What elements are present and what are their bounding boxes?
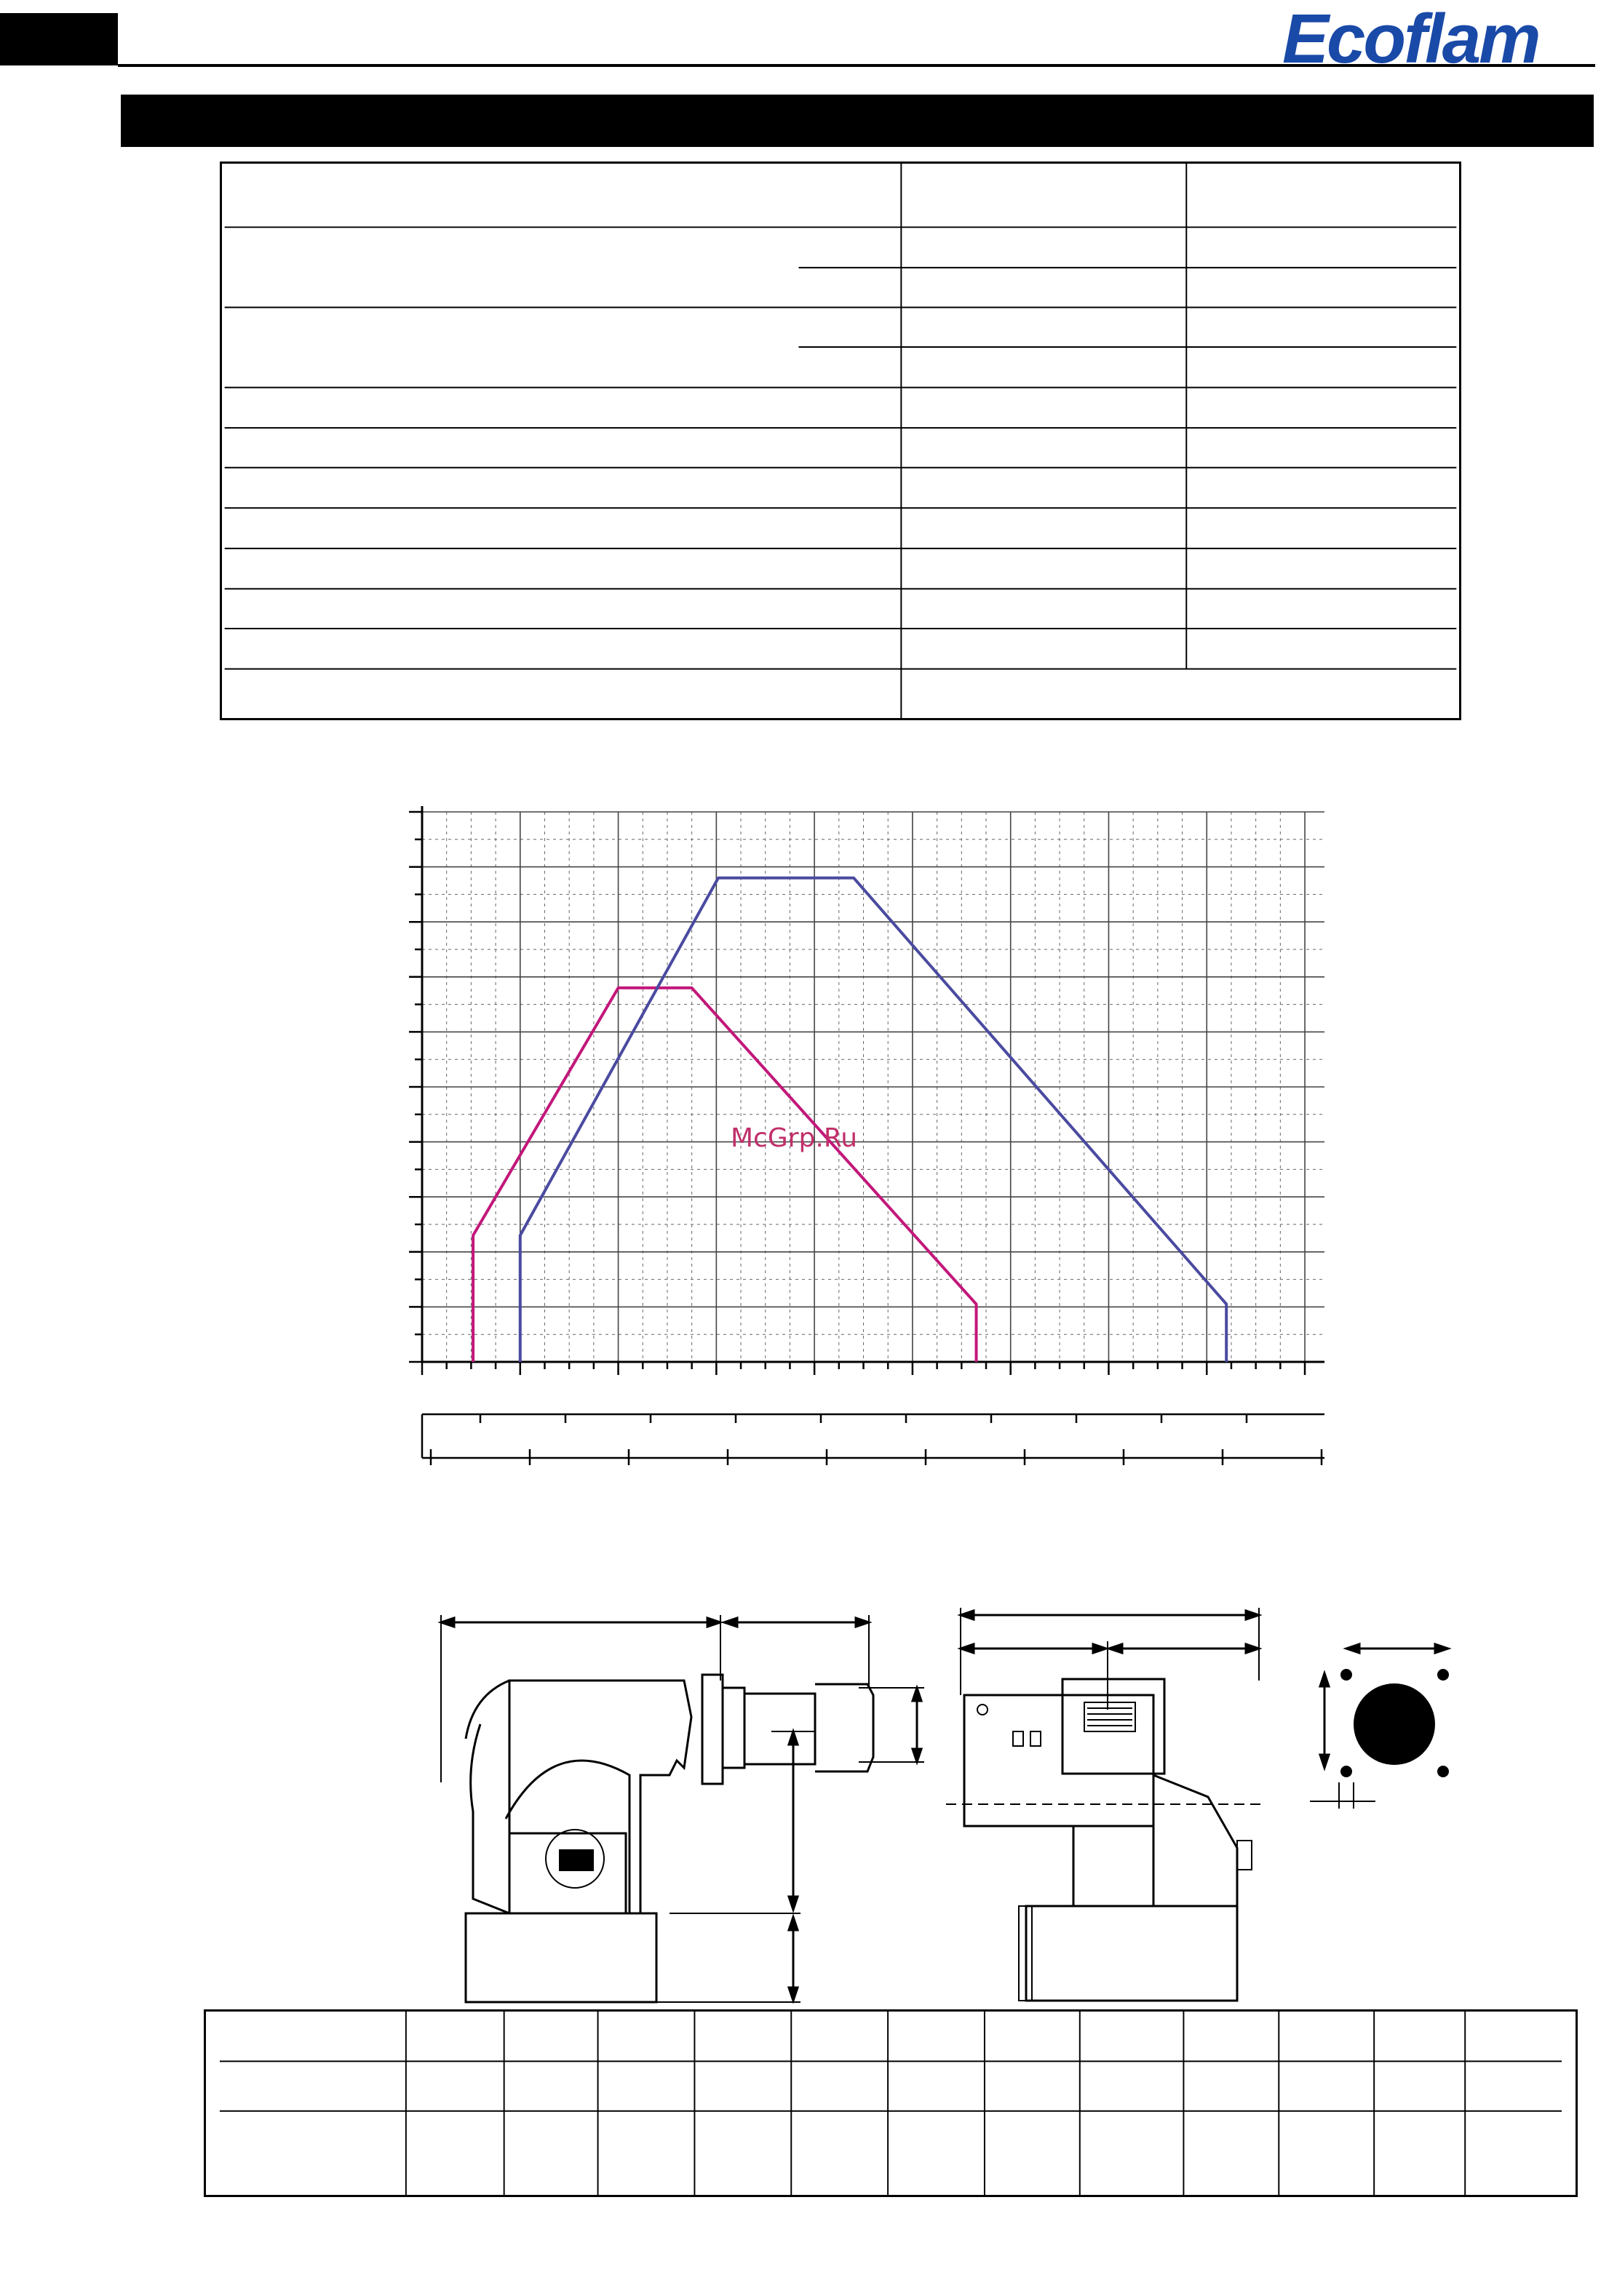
burner-front-view bbox=[946, 1608, 1266, 2001]
chart-axes bbox=[422, 806, 1324, 1362]
watermark-text: McGrp.Ru bbox=[731, 1123, 858, 1153]
flange-hole-pattern bbox=[1310, 1644, 1449, 1809]
spec-table bbox=[220, 162, 1461, 720]
burner-side-view bbox=[466, 1675, 873, 2002]
brand-logo: Ecoflam bbox=[1282, 0, 1539, 78]
section-title-bar bbox=[121, 95, 1594, 147]
burner-dimension-drawing bbox=[422, 1593, 1470, 2015]
working-field-curve-2 bbox=[520, 878, 1226, 1362]
chart-curves bbox=[473, 878, 1226, 1362]
working-field-curve-1 bbox=[473, 988, 976, 1362]
secondary-scale-strip bbox=[422, 1414, 1324, 1465]
chart-ticks bbox=[409, 812, 1305, 1375]
working-field-chart bbox=[378, 800, 1339, 1484]
side-view-height-dimensions bbox=[655, 1688, 924, 2002]
page-tab bbox=[0, 13, 118, 65]
side-view-dimension-lines bbox=[441, 1615, 869, 1782]
dimension-table bbox=[204, 2009, 1578, 2197]
